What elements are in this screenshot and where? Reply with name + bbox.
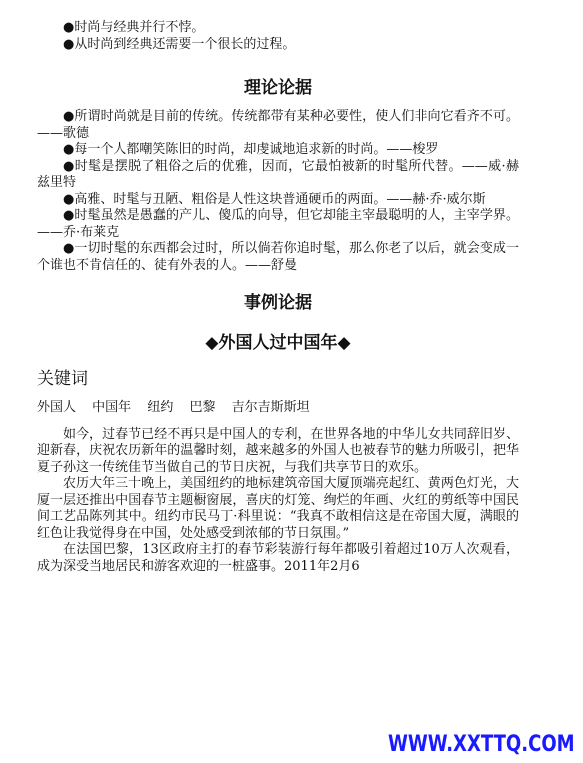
keyword: 巴黎 xyxy=(189,400,216,415)
keyword: 中国年 xyxy=(92,400,132,415)
example-paragraph: 在法国巴黎，13区政府主打的春节彩装游行每年都吸引着超过10万人次观看，成为深受当地居民和游客欢迎的一桩盛事。2011年2月6 xyxy=(37,542,519,574)
intro-bullet: ●从时尚到经典还需要一个很长的过程。 xyxy=(63,36,296,52)
examples-section-title: 事例论据 xyxy=(244,293,312,313)
theory-quote: ●时髦是摆脱了粗俗之后的优雅，因而，它最怕被新的时髦所代替。——威·赫兹里特 xyxy=(37,158,519,190)
theory-quote: ●每一个人都嘲笑陈旧的时尚，却虔诚地追求新的时尚。——梭罗 xyxy=(63,142,439,157)
document-page xyxy=(37,20,519,575)
example-subtitle: ◆外国人过中国年◆ xyxy=(205,333,351,353)
intro-bullet: ●时尚与经典并行不悖。 xyxy=(63,20,205,35)
keyword: 外国人 xyxy=(37,400,77,415)
theory-section-title: 理论论据 xyxy=(244,78,312,98)
theory-quote: ●一切时髦的东西都会过时，所以倘若你追时髦，那么你老了以后，就会变成一个谁也不肯信任的、徒有外表的人。——舒曼 xyxy=(37,241,519,273)
keyword-list xyxy=(37,400,519,417)
example-paragraph: 如今，过春节已经不再只是中国人的专利，在世界各地的中华儿女共同辞旧岁、迎新春，庆祝农历新年的温馨时刻，越来越多的外国人也被春节的魅力所吸引，把华夏子孙这一传统佳节当做自己的节日庆祝，与我们共享节日的欢乐。 xyxy=(37,426,519,475)
keyword: 吉尔吉斯斯坦 xyxy=(231,400,310,415)
theory-quote: ●所谓时尚就是目前的传统。传统都带有某种必要性，使人们非向它看齐不可。——歌德 xyxy=(37,109,519,141)
keyword: 纽约 xyxy=(147,400,174,415)
theory-quote: ●高雅、时髦与丑陋、粗俗是人性这块普通硬币的两面。——赫·乔·威尔斯 xyxy=(63,191,486,207)
example-paragraph: 农历大年三十晚上，美国纽约的地标建筑帝国大厦顶端亮起红、黄两色灯光，大厦一层还推出中国春节主题橱窗展，喜庆的灯笼、绚烂的年画、火红的剪纸等中国民间工艺品陈列其中。纽约市民马丁·科里说：“我真不敢相信这是在帝国大厦，满眼的红色让我觉得身在中国，处处感受到浓郁的节日氛围。” xyxy=(37,476,519,541)
keyword-heading: 关键词 xyxy=(37,369,88,389)
theory-quote: ●时髦虽然是愚蠢的产儿、傻瓜的向导，但它却能主宰最聪明的人，主宰学界。——乔·布莱克 xyxy=(37,208,519,240)
site-watermark: WWW.XXTTQ.COM xyxy=(388,732,575,757)
